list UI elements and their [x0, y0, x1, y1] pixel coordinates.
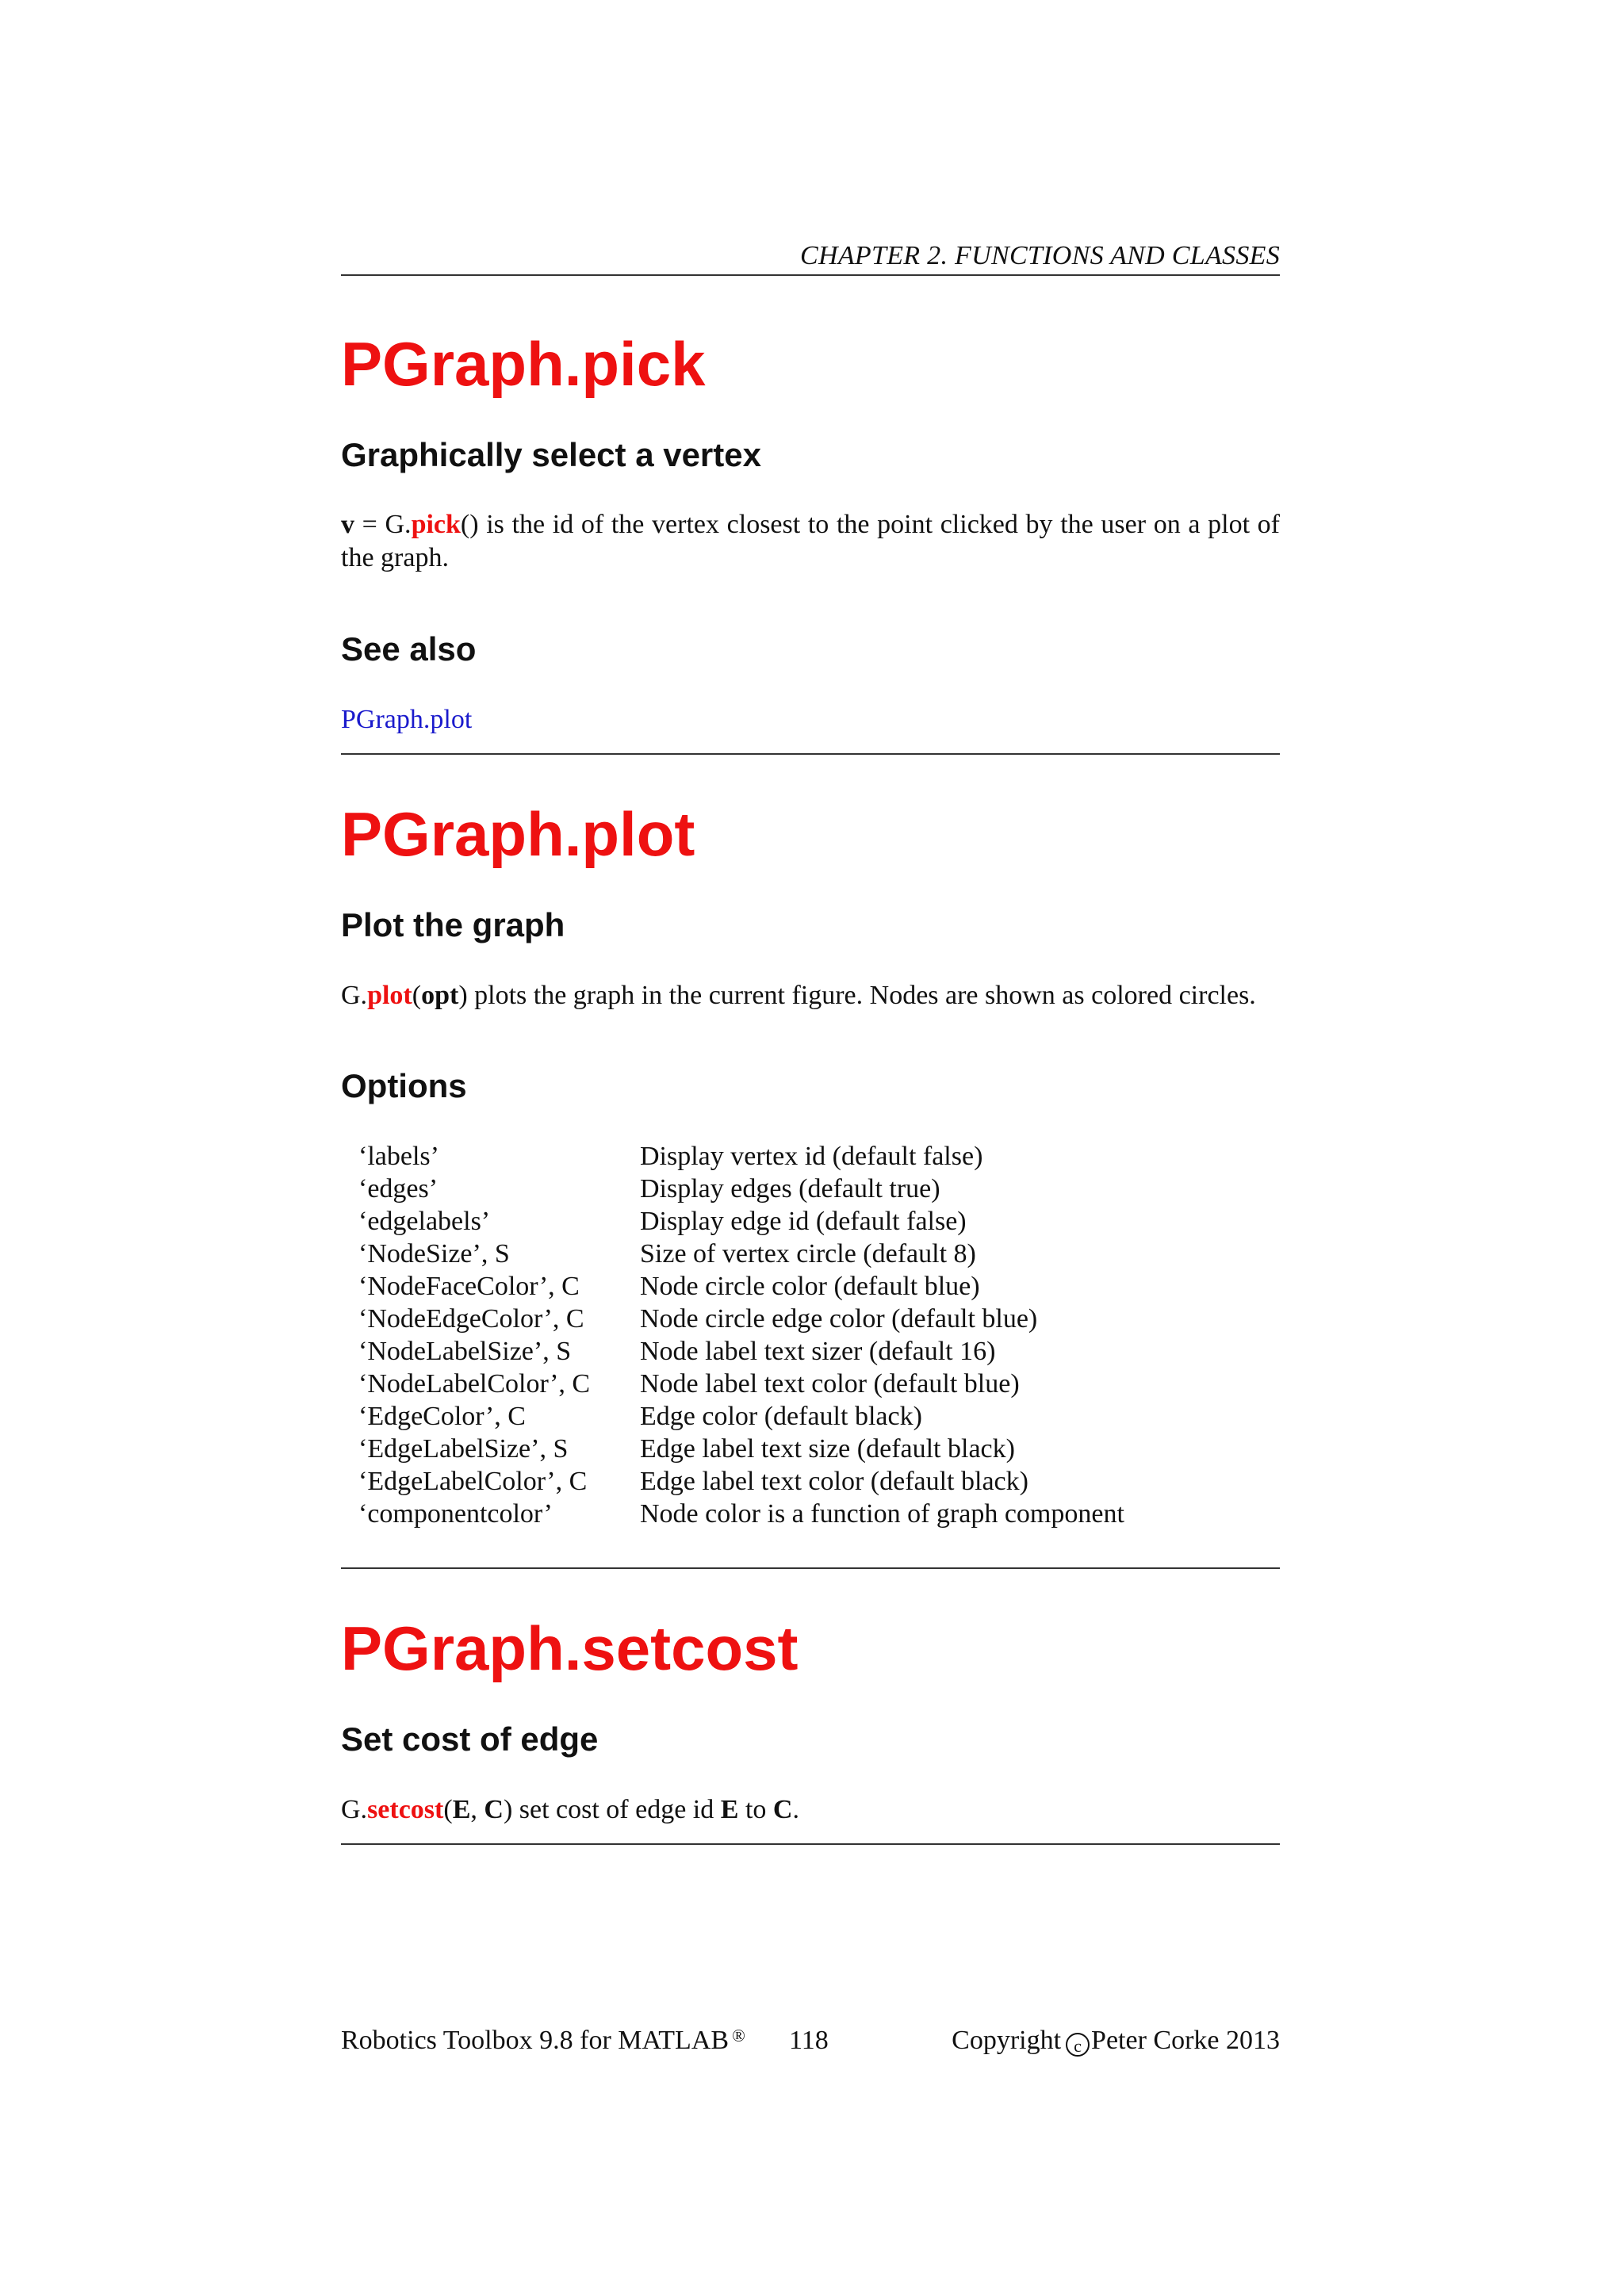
- option-name: ‘EdgeLabelColor’, C: [358, 1467, 588, 1496]
- page-number: 118: [789, 2026, 829, 2055]
- option-description: Edge label text size (default black): [640, 1434, 1015, 1464]
- option-row: [358, 1465, 1124, 1498]
- copyright-prefix: Copyright: [952, 2026, 1062, 2055]
- option-row: [358, 1498, 1124, 1530]
- option-description: Display edge id (default false): [640, 1207, 967, 1236]
- plot-subtitle: Plot the graph: [341, 906, 565, 943]
- plot-desc-prefix: G.: [341, 981, 368, 1010]
- option-name: ‘EdgeColor’, C: [358, 1402, 526, 1431]
- option-name: ‘EdgeLabelSize’, S: [358, 1434, 569, 1464]
- footer-book-title: [341, 2024, 745, 2057]
- setcost-description: [341, 1793, 1280, 1827]
- plot-desc-rest: ) plots the graph in the current figure. Nodes are shown as colored circles.: [458, 981, 1256, 1010]
- option-row: [358, 1173, 1124, 1205]
- option-name: ‘NodeLabelColor’, C: [358, 1369, 591, 1399]
- document-page: [341, 0, 1280, 2296]
- registered-mark: ®: [732, 2026, 745, 2045]
- running-header: CHAPTER 2. FUNCTIONS AND CLASSES: [800, 241, 1280, 270]
- pick-title: PGraph.pick: [341, 329, 706, 399]
- setcost-desc-prefix: G.: [341, 1795, 368, 1824]
- option-row: [358, 1368, 1124, 1400]
- section-divider-pick: [341, 753, 1280, 755]
- option-name: ‘NodeSize’, S: [358, 1239, 510, 1269]
- option-description: Node label text sizer (default 16): [640, 1337, 996, 1366]
- setcost-ref-e: E: [720, 1795, 739, 1824]
- copyright-holder: Peter Corke 2013: [1091, 2026, 1280, 2055]
- option-name: ‘NodeLabelSize’, S: [358, 1337, 572, 1366]
- option-name: ‘NodeFaceColor’, C: [358, 1272, 580, 1301]
- setcost-title: PGraph.setcost: [341, 1613, 799, 1683]
- pick-desc-rest: () is the id of the vertex closest to the point clicked by the user on a plot of the graph.: [341, 510, 1280, 572]
- option-row: [358, 1205, 1124, 1238]
- plot-fn-name: plot: [367, 981, 412, 1010]
- pick-return-var: v: [341, 510, 354, 539]
- options-heading: Options: [341, 1067, 467, 1104]
- option-name: ‘NodeEdgeColor’, C: [358, 1304, 584, 1334]
- plot-title: PGraph.plot: [341, 799, 695, 869]
- see-also-link-pgraph-plot[interactable]: PGraph.plot: [341, 705, 473, 734]
- pick-subtitle: Graphically select a vertex: [341, 436, 761, 473]
- pick-description: [341, 508, 1280, 575]
- option-name: ‘edgelabels’: [358, 1207, 491, 1236]
- setcost-desc-mid: ) set cost of edge id: [503, 1795, 721, 1824]
- option-row: [358, 1140, 1124, 1173]
- copyright-icon: c: [1066, 2033, 1090, 2057]
- setcost-arg-e: E: [452, 1795, 471, 1824]
- option-name: ‘edges’: [358, 1174, 439, 1203]
- pick-desc-eq: = G.: [354, 510, 412, 539]
- option-description: Node label text color (default blue): [640, 1369, 1020, 1399]
- option-row: [358, 1433, 1124, 1465]
- setcost-desc-open: (: [443, 1795, 453, 1824]
- option-row: [358, 1335, 1124, 1368]
- option-row: [358, 1270, 1124, 1303]
- section-divider-setcost: [341, 1843, 1280, 1845]
- option-row: [358, 1303, 1124, 1335]
- plot-desc-open: (: [412, 981, 422, 1010]
- option-name: ‘labels’: [358, 1142, 439, 1171]
- footer-title-text: Robotics Toolbox 9.8 for MATLAB: [341, 2026, 730, 2055]
- option-description: Edge label text color (default black): [640, 1467, 1028, 1496]
- header-rule: [341, 274, 1280, 276]
- pick-fn-name: pick: [411, 510, 461, 539]
- setcost-ref-c: C: [772, 1795, 793, 1824]
- option-description: Node color is a function of graph component: [640, 1499, 1124, 1529]
- section-divider-plot: [341, 1567, 1280, 1569]
- option-row: [358, 1238, 1124, 1270]
- options-table: [358, 1140, 1124, 1530]
- plot-arg-opt: opt: [421, 981, 459, 1010]
- setcost-desc-to: to: [738, 1795, 773, 1824]
- option-description: Size of vertex circle (default 8): [640, 1239, 976, 1269]
- setcost-desc-comma: ,: [470, 1795, 485, 1824]
- setcost-fn-name: setcost: [367, 1795, 444, 1824]
- option-description: Display vertex id (default false): [640, 1142, 983, 1171]
- setcost-desc-end: .: [792, 1795, 799, 1824]
- see-also-heading: See also: [341, 630, 477, 668]
- option-description: Edge color (default black): [640, 1402, 922, 1431]
- option-description: Node circle color (default blue): [640, 1272, 980, 1301]
- plot-description: [341, 979, 1280, 1012]
- option-description: Display edges (default true): [640, 1174, 940, 1203]
- setcost-subtitle: Set cost of edge: [341, 1720, 599, 1758]
- footer-copyright: [952, 2024, 1280, 2057]
- option-name: ‘componentcolor’: [358, 1499, 553, 1529]
- option-row: [358, 1400, 1124, 1433]
- option-description: Node circle edge color (default blue): [640, 1304, 1038, 1334]
- setcost-arg-c: C: [484, 1795, 504, 1824]
